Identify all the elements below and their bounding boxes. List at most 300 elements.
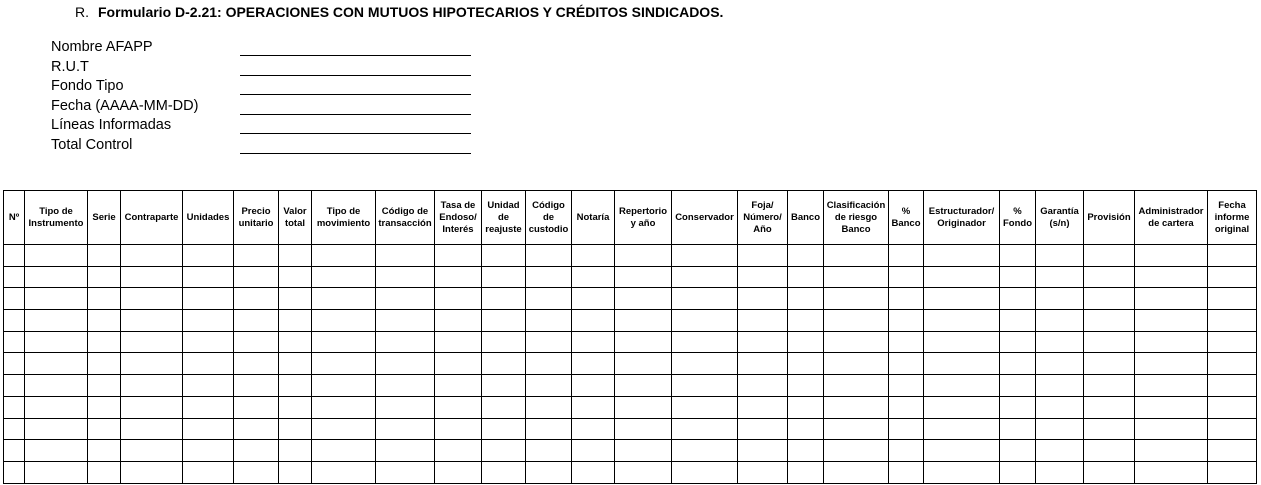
table-cell[interactable]: [1084, 310, 1135, 332]
table-cell[interactable]: [121, 440, 183, 462]
table-cell[interactable]: [738, 266, 788, 288]
operations-table: [3, 190, 1257, 484]
table-cell[interactable]: [1000, 266, 1036, 288]
table-cell[interactable]: [312, 266, 376, 288]
table-cell[interactable]: [738, 418, 788, 440]
column-header: [1208, 191, 1257, 245]
table-cell[interactable]: [1208, 288, 1257, 310]
table-cell[interactable]: [312, 396, 376, 418]
table-cell[interactable]: [1036, 461, 1084, 483]
table-cell[interactable]: [1036, 266, 1084, 288]
table-cell[interactable]: [738, 331, 788, 353]
table-cell[interactable]: [435, 440, 482, 462]
table-cell[interactable]: [4, 245, 25, 267]
table-cell[interactable]: [4, 375, 25, 397]
table-cell[interactable]: [1135, 375, 1208, 397]
table-cell[interactable]: [526, 310, 572, 332]
table-cell[interactable]: [924, 396, 1000, 418]
table-cell[interactable]: [672, 440, 738, 462]
table-cell[interactable]: [435, 461, 482, 483]
table-cell[interactable]: [738, 461, 788, 483]
table-cell[interactable]: [526, 461, 572, 483]
table-cell[interactable]: [526, 440, 572, 462]
table-cell[interactable]: [312, 310, 376, 332]
table-cell[interactable]: [572, 440, 615, 462]
table-cell[interactable]: [572, 245, 615, 267]
table-cell[interactable]: [482, 288, 526, 310]
table-cell[interactable]: [183, 375, 234, 397]
table-cell[interactable]: [889, 418, 924, 440]
table-cell[interactable]: [234, 396, 279, 418]
table-cell[interactable]: [572, 266, 615, 288]
table-row: [4, 331, 1257, 353]
table-cell[interactable]: [482, 375, 526, 397]
table-cell[interactable]: [1084, 245, 1135, 267]
table-cell[interactable]: [1000, 418, 1036, 440]
table-cell[interactable]: [1208, 375, 1257, 397]
column-header: [615, 191, 672, 245]
table-cell[interactable]: [121, 331, 183, 353]
table-cell[interactable]: [889, 396, 924, 418]
table-cell[interactable]: [25, 396, 88, 418]
table-cell[interactable]: [1084, 396, 1135, 418]
table-cell[interactable]: [88, 375, 121, 397]
table-cell[interactable]: [1135, 353, 1208, 375]
table-cell[interactable]: [1000, 353, 1036, 375]
table-cell[interactable]: [1135, 331, 1208, 353]
table-cell[interactable]: [88, 396, 121, 418]
table-cell[interactable]: [376, 353, 435, 375]
table-cell[interactable]: [672, 245, 738, 267]
table-cell[interactable]: [615, 310, 672, 332]
table-cell[interactable]: [25, 245, 88, 267]
table-cell[interactable]: [1000, 310, 1036, 332]
table-cell[interactable]: [738, 288, 788, 310]
table-cell[interactable]: [924, 245, 1000, 267]
table-cell[interactable]: [526, 418, 572, 440]
table-cell[interactable]: [1135, 440, 1208, 462]
field-rut: [51, 58, 198, 78]
table-cell[interactable]: [615, 245, 672, 267]
table-cell[interactable]: [572, 418, 615, 440]
table-cell[interactable]: [1000, 396, 1036, 418]
table-cell[interactable]: [924, 461, 1000, 483]
table-cell[interactable]: [924, 266, 1000, 288]
table-cell[interactable]: [25, 440, 88, 462]
table-cell[interactable]: [824, 288, 889, 310]
table-cell[interactable]: [738, 353, 788, 375]
table-cell[interactable]: [889, 461, 924, 483]
table-cell[interactable]: [482, 353, 526, 375]
table-cell[interactable]: [121, 375, 183, 397]
table-cell[interactable]: [526, 266, 572, 288]
table-cell[interactable]: [526, 396, 572, 418]
table-cell[interactable]: [1084, 353, 1135, 375]
table-cell[interactable]: [435, 353, 482, 375]
table-cell[interactable]: [526, 288, 572, 310]
table-cell[interactable]: [1000, 375, 1036, 397]
table-cell[interactable]: [615, 461, 672, 483]
table-cell[interactable]: [672, 461, 738, 483]
table-cell[interactable]: [435, 331, 482, 353]
table-cell[interactable]: [25, 288, 88, 310]
column-header-line: informe: [1214, 211, 1250, 223]
table-cell[interactable]: [1036, 440, 1084, 462]
table-cell[interactable]: [4, 331, 25, 353]
table-cell[interactable]: [788, 288, 824, 310]
table-cell[interactable]: [279, 288, 312, 310]
table-cell[interactable]: [1135, 461, 1208, 483]
table-cell[interactable]: [234, 310, 279, 332]
table-cell[interactable]: [1084, 375, 1135, 397]
table-cell[interactable]: [615, 375, 672, 397]
table-cell[interactable]: [279, 418, 312, 440]
table-cell[interactable]: [1135, 288, 1208, 310]
table-cell[interactable]: [1000, 245, 1036, 267]
table-cell[interactable]: [572, 353, 615, 375]
table-cell[interactable]: [788, 266, 824, 288]
table-cell[interactable]: [824, 310, 889, 332]
table-cell[interactable]: [4, 353, 25, 375]
table-cell[interactable]: [824, 440, 889, 462]
table-cell[interactable]: [121, 396, 183, 418]
table-cell[interactable]: [435, 396, 482, 418]
column-header-line: Precio: [241, 205, 271, 217]
table-cell[interactable]: [482, 418, 526, 440]
table-cell[interactable]: [1084, 266, 1135, 288]
table-cell[interactable]: [889, 353, 924, 375]
table-cell[interactable]: [234, 440, 279, 462]
table-cell[interactable]: [482, 310, 526, 332]
table-cell[interactable]: [889, 440, 924, 462]
table-cell[interactable]: [312, 353, 376, 375]
column-header-line: Contraparte: [124, 211, 179, 223]
table-cell[interactable]: [312, 418, 376, 440]
table-cell[interactable]: [279, 375, 312, 397]
table-cell[interactable]: [672, 396, 738, 418]
column-header-line: %: [1013, 205, 1022, 217]
table-cell[interactable]: [572, 375, 615, 397]
table-cell[interactable]: [234, 418, 279, 440]
table-cell[interactable]: [1036, 418, 1084, 440]
column-header-line: %: [901, 205, 911, 217]
table-cell[interactable]: [183, 418, 234, 440]
table-cell[interactable]: [435, 288, 482, 310]
table-cell[interactable]: [824, 396, 889, 418]
table-cell[interactable]: [1135, 245, 1208, 267]
table-cell[interactable]: [376, 331, 435, 353]
table-cell[interactable]: [1208, 461, 1257, 483]
table-cell[interactable]: [183, 288, 234, 310]
table-cell[interactable]: [279, 331, 312, 353]
table-cell[interactable]: [672, 331, 738, 353]
table-cell[interactable]: [615, 353, 672, 375]
table-cell[interactable]: [924, 288, 1000, 310]
table-cell[interactable]: [788, 396, 824, 418]
table-cell[interactable]: [88, 331, 121, 353]
table-cell[interactable]: [121, 461, 183, 483]
table-cell[interactable]: [4, 288, 25, 310]
table-cell[interactable]: [183, 266, 234, 288]
table-cell[interactable]: [121, 310, 183, 332]
table-cell[interactable]: [1208, 440, 1257, 462]
table-cell[interactable]: [788, 461, 824, 483]
table-cell[interactable]: [824, 418, 889, 440]
table-cell[interactable]: [672, 288, 738, 310]
table-cell[interactable]: [435, 266, 482, 288]
field-blank-line[interactable]: [240, 75, 471, 76]
table-cell[interactable]: [889, 288, 924, 310]
table-cell[interactable]: [234, 353, 279, 375]
table-cell[interactable]: [889, 266, 924, 288]
table-cell[interactable]: [1208, 353, 1257, 375]
table-cell[interactable]: [824, 331, 889, 353]
table-cell[interactable]: [121, 418, 183, 440]
table-cell[interactable]: [1036, 353, 1084, 375]
table-cell[interactable]: [482, 331, 526, 353]
column-header-line: Instrumento: [28, 217, 84, 229]
table-cell[interactable]: [924, 440, 1000, 462]
table-cell[interactable]: [615, 288, 672, 310]
table-cell[interactable]: [88, 461, 121, 483]
table-cell[interactable]: [25, 331, 88, 353]
table-cell[interactable]: [482, 461, 526, 483]
table-cell[interactable]: [121, 288, 183, 310]
table-cell[interactable]: [1036, 245, 1084, 267]
table-cell[interactable]: [889, 375, 924, 397]
table-cell[interactable]: [482, 396, 526, 418]
table-cell[interactable]: [1036, 310, 1084, 332]
table-cell[interactable]: [572, 396, 615, 418]
table-cell[interactable]: [1135, 266, 1208, 288]
table-cell[interactable]: [312, 440, 376, 462]
column-header-line: de cartera: [1148, 217, 1194, 229]
table-cell[interactable]: [376, 288, 435, 310]
table-cell[interactable]: [1036, 375, 1084, 397]
table-cell[interactable]: [824, 245, 889, 267]
table-cell[interactable]: [615, 266, 672, 288]
field-blank-line[interactable]: [240, 94, 471, 95]
table-cell[interactable]: [1208, 245, 1257, 267]
table-cell[interactable]: [1084, 331, 1135, 353]
table-cell[interactable]: [738, 440, 788, 462]
table-cell[interactable]: [572, 461, 615, 483]
table-cell[interactable]: [376, 375, 435, 397]
table-cell[interactable]: [88, 288, 121, 310]
table-cell[interactable]: [1036, 396, 1084, 418]
table-cell[interactable]: [1135, 396, 1208, 418]
table-cell[interactable]: [88, 245, 121, 267]
table-cell[interactable]: [25, 418, 88, 440]
table-cell[interactable]: [1208, 266, 1257, 288]
table-cell[interactable]: [25, 353, 88, 375]
table-cell[interactable]: [924, 353, 1000, 375]
table-cell[interactable]: [924, 375, 1000, 397]
table-cell[interactable]: [376, 310, 435, 332]
table-cell[interactable]: [1208, 310, 1257, 332]
table-cell[interactable]: [279, 440, 312, 462]
table-cell[interactable]: [234, 461, 279, 483]
table-cell[interactable]: [234, 375, 279, 397]
table-cell[interactable]: [183, 353, 234, 375]
table-cell[interactable]: [924, 310, 1000, 332]
table-cell[interactable]: [183, 396, 234, 418]
table-cell[interactable]: [1084, 461, 1135, 483]
table-cell[interactable]: [824, 266, 889, 288]
table-cell[interactable]: [889, 331, 924, 353]
table-cell[interactable]: [572, 310, 615, 332]
table-cell[interactable]: [279, 396, 312, 418]
column-header-line: Provisión: [1087, 211, 1131, 223]
table-cell[interactable]: [25, 266, 88, 288]
table-cell[interactable]: [88, 418, 121, 440]
table-cell[interactable]: [824, 375, 889, 397]
table-cell[interactable]: [1000, 440, 1036, 462]
field-blank-line[interactable]: [240, 55, 471, 56]
table-cell[interactable]: [889, 245, 924, 267]
table-cell[interactable]: [376, 418, 435, 440]
table-cell[interactable]: [279, 310, 312, 332]
table-cell[interactable]: [615, 396, 672, 418]
column-header-line: Número/: [743, 211, 782, 223]
column-header: [25, 191, 88, 245]
table-cell[interactable]: [615, 440, 672, 462]
table-cell[interactable]: [435, 245, 482, 267]
table-cell[interactable]: [1000, 331, 1036, 353]
field-blank-line[interactable]: [240, 133, 471, 134]
table-cell[interactable]: [824, 461, 889, 483]
table-cell[interactable]: [672, 266, 738, 288]
table-cell[interactable]: [279, 461, 312, 483]
table-cell[interactable]: [1084, 288, 1135, 310]
table-cell[interactable]: [4, 396, 25, 418]
column-header-line: Interés: [442, 223, 474, 235]
table-cell[interactable]: [183, 331, 234, 353]
table-cell[interactable]: [889, 310, 924, 332]
table-cell[interactable]: [312, 288, 376, 310]
table-cell[interactable]: [234, 245, 279, 267]
table-cell[interactable]: [788, 353, 824, 375]
table-cell[interactable]: [738, 310, 788, 332]
table-cell[interactable]: [88, 310, 121, 332]
table-cell[interactable]: [1084, 418, 1135, 440]
table-cell[interactable]: [376, 266, 435, 288]
table-cell[interactable]: [788, 375, 824, 397]
table-cell[interactable]: [672, 375, 738, 397]
table-cell[interactable]: [526, 245, 572, 267]
table-cell[interactable]: [824, 353, 889, 375]
table-cell[interactable]: [25, 375, 88, 397]
table-cell[interactable]: [4, 418, 25, 440]
table-cell[interactable]: [572, 331, 615, 353]
table-cell[interactable]: [738, 245, 788, 267]
table-cell[interactable]: [526, 375, 572, 397]
table-cell[interactable]: [672, 418, 738, 440]
table-cell[interactable]: [88, 353, 121, 375]
table-cell[interactable]: [788, 440, 824, 462]
table-cell[interactable]: [234, 288, 279, 310]
table-cell[interactable]: [738, 396, 788, 418]
table-cell[interactable]: [25, 461, 88, 483]
table-cell[interactable]: [312, 461, 376, 483]
table-cell[interactable]: [615, 331, 672, 353]
table-cell[interactable]: [738, 375, 788, 397]
table-cell[interactable]: [1135, 418, 1208, 440]
table-cell[interactable]: [788, 418, 824, 440]
table-cell[interactable]: [234, 331, 279, 353]
table-cell[interactable]: [279, 266, 312, 288]
field-blank-line[interactable]: [240, 153, 471, 154]
table-cell[interactable]: [924, 418, 1000, 440]
field-blank-line[interactable]: [240, 114, 471, 115]
table-cell[interactable]: [924, 331, 1000, 353]
table-cell[interactable]: [1208, 331, 1257, 353]
table-cell[interactable]: [526, 353, 572, 375]
table-cell[interactable]: [183, 245, 234, 267]
table-cell[interactable]: [25, 310, 88, 332]
table-cell[interactable]: [121, 353, 183, 375]
table-cell[interactable]: [279, 353, 312, 375]
table-cell[interactable]: [615, 418, 672, 440]
table-cell[interactable]: [572, 288, 615, 310]
table-cell[interactable]: [526, 331, 572, 353]
table-cell[interactable]: [312, 245, 376, 267]
table-cell[interactable]: [183, 310, 234, 332]
table-cell[interactable]: [1084, 440, 1135, 462]
table-cell[interactable]: [1000, 288, 1036, 310]
table-cell[interactable]: [4, 440, 25, 462]
table-cell[interactable]: [279, 245, 312, 267]
table-cell[interactable]: [1036, 288, 1084, 310]
table-cell[interactable]: [4, 266, 25, 288]
table-cell[interactable]: [183, 440, 234, 462]
table-cell[interactable]: [435, 310, 482, 332]
table-cell[interactable]: [312, 375, 376, 397]
table-cell[interactable]: [88, 266, 121, 288]
table-cell[interactable]: [788, 245, 824, 267]
column-header-line: transacción: [378, 217, 432, 229]
table-cell[interactable]: [121, 266, 183, 288]
table-cell[interactable]: [4, 310, 25, 332]
table-cell[interactable]: [376, 245, 435, 267]
table-cell[interactable]: [376, 461, 435, 483]
table-cell[interactable]: [1208, 418, 1257, 440]
table-cell[interactable]: [183, 461, 234, 483]
table-cell[interactable]: [312, 331, 376, 353]
table-cell[interactable]: [1036, 331, 1084, 353]
table-cell[interactable]: [1000, 461, 1036, 483]
table-cell[interactable]: [376, 440, 435, 462]
field-label: Fecha (AAAA-MM-DD): [51, 97, 199, 114]
table-cell[interactable]: [121, 245, 183, 267]
table-cell[interactable]: [4, 461, 25, 483]
table-cell[interactable]: [672, 353, 738, 375]
table-cell[interactable]: [88, 440, 121, 462]
table-cell[interactable]: [435, 375, 482, 397]
table-cell[interactable]: [1208, 396, 1257, 418]
table-cell[interactable]: [435, 418, 482, 440]
table-cell[interactable]: [1135, 310, 1208, 332]
table-cell[interactable]: [788, 310, 824, 332]
table-cell[interactable]: [482, 440, 526, 462]
column-header-line: Garantía: [1040, 205, 1079, 217]
table-cell[interactable]: [234, 266, 279, 288]
table-cell[interactable]: [482, 245, 526, 267]
table-cell[interactable]: [672, 310, 738, 332]
table-cell[interactable]: [482, 266, 526, 288]
table-cell[interactable]: [788, 331, 824, 353]
table-cell[interactable]: [376, 396, 435, 418]
